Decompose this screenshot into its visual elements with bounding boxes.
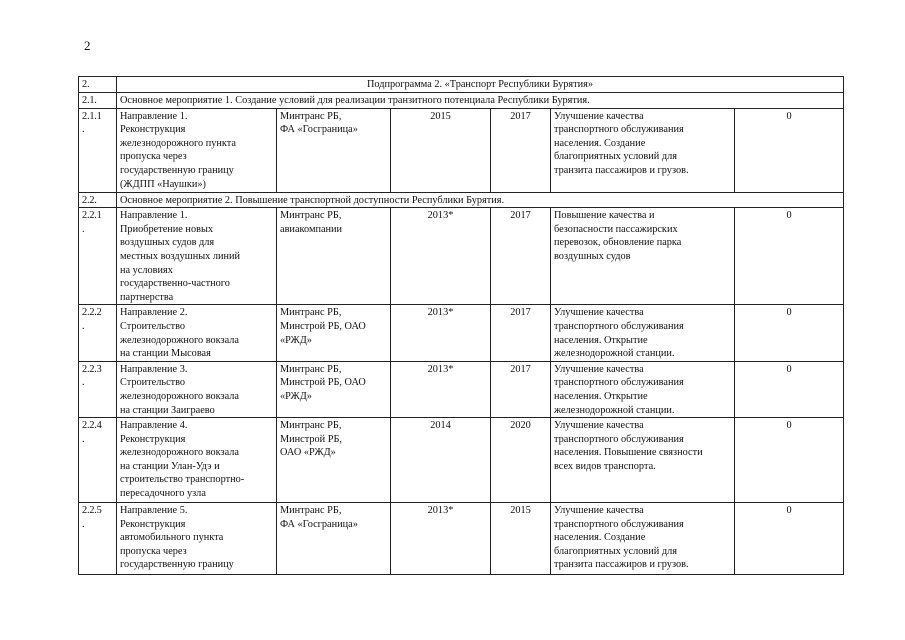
row-number: 2.1.1 . [79,108,117,192]
section-number: 2.1. [79,93,117,109]
table-row [79,108,844,192]
end-year-cell: 2015 [491,503,551,575]
value-cell: 0 [735,418,844,503]
table-row [79,361,844,417]
direction-cell: Направление 5. Реконструкция автомобильного пункта пропуска через государственную границу [117,503,277,575]
table-row [79,208,844,305]
table-row [79,503,844,575]
direction-cell: Направление 4. Реконструкция железнодорожного вокзала на станции Улан-Удэ и строительство транспортно- пересадочного узла [117,418,277,503]
subprogram-header-row [79,77,844,93]
result-cell: Улучшение качества транспортного обслуживания населения. Открытие железнодорожной станции. [551,361,735,417]
table-row [79,305,844,361]
result-cell: Улучшение качества транспортного обслуживания населения. Повышение связности всех видов транспорта. [551,418,735,503]
start-year-cell: 2014 [391,418,491,503]
value-cell: 0 [735,305,844,361]
section-number: 2.2. [79,192,117,208]
section-row [79,192,844,208]
value-cell: 0 [735,503,844,575]
subprogram-title: Подпрограмма 2. «Транспорт Республики Бурятия» [117,77,844,93]
row-number: 2.2.5 . [79,503,117,575]
row-number: 2.2.1 . [79,208,117,305]
result-cell: Улучшение качества транспортного обслуживания населения. Создание благоприятных условий для транзита пассажиров и грузов. [551,108,735,192]
start-year-cell: 2015 [391,108,491,192]
result-cell: Улучшение качества транспортного обслуживания населения. Создание благоприятных условий для транзита пассажиров и грузов. [551,503,735,575]
row-number: 2.2.3 . [79,361,117,417]
executor-cell: Минтранс РБ, ФА «Госграница» [277,108,391,192]
start-year-cell: 2013* [391,503,491,575]
page-number: 2 [84,38,91,53]
direction-cell: Направление 3. Строительство железнодорожного вокзала на станции Заиграево [117,361,277,417]
executor-cell: Минтранс РБ, авиакомпании [277,208,391,305]
value-cell: 0 [735,208,844,305]
start-year-cell: 2013* [391,361,491,417]
section-title: Основное мероприятие 2. Повышение транспортной доступности Республики Бурятия. [117,192,844,208]
executor-cell: Минтранс РБ, Минстрой РБ, ОАО «РЖД» [277,418,391,503]
end-year-cell: 2017 [491,208,551,305]
subprogram-number: 2. [79,77,117,93]
section-row [79,93,844,109]
result-cell: Улучшение качества транспортного обслуживания населения. Открытие железнодорожной станции. [551,305,735,361]
table-row [79,418,844,503]
executor-cell: Минтранс РБ, ФА «Госграница» [277,503,391,575]
start-year-cell: 2013* [391,208,491,305]
executor-cell: Минтранс РБ, Минстрой РБ, ОАО «РЖД» [277,305,391,361]
direction-cell: Направление 1. Приобретение новых воздушных судов для местных воздушных линий на условиях государственно-частного партнерства [117,208,277,305]
result-cell: Повышение качества и безопасности пассажирских перевозок, обновление парка воздушных судов [551,208,735,305]
start-year-cell: 2013* [391,305,491,361]
direction-cell: Направление 2. Строительство железнодорожного вокзала на станции Мысовая [117,305,277,361]
value-cell: 0 [735,108,844,192]
value-cell: 0 [735,361,844,417]
executor-cell: Минтранс РБ, Минстрой РБ, ОАО «РЖД» [277,361,391,417]
row-number: 2.2.2 . [79,305,117,361]
direction-cell: Направление 1. Реконструкция железнодорожного пункта пропуска через государственную границу (ЖДПП «Наушки») [117,108,277,192]
subprogram-table [78,76,844,575]
end-year-cell: 2020 [491,418,551,503]
end-year-cell: 2017 [491,361,551,417]
row-number: 2.2.4 . [79,418,117,503]
section-title: Основное мероприятие 1. Создание условий для реализации транзитного потенциала Республики Бурятия. [117,93,844,109]
end-year-cell: 2017 [491,305,551,361]
end-year-cell: 2017 [491,108,551,192]
